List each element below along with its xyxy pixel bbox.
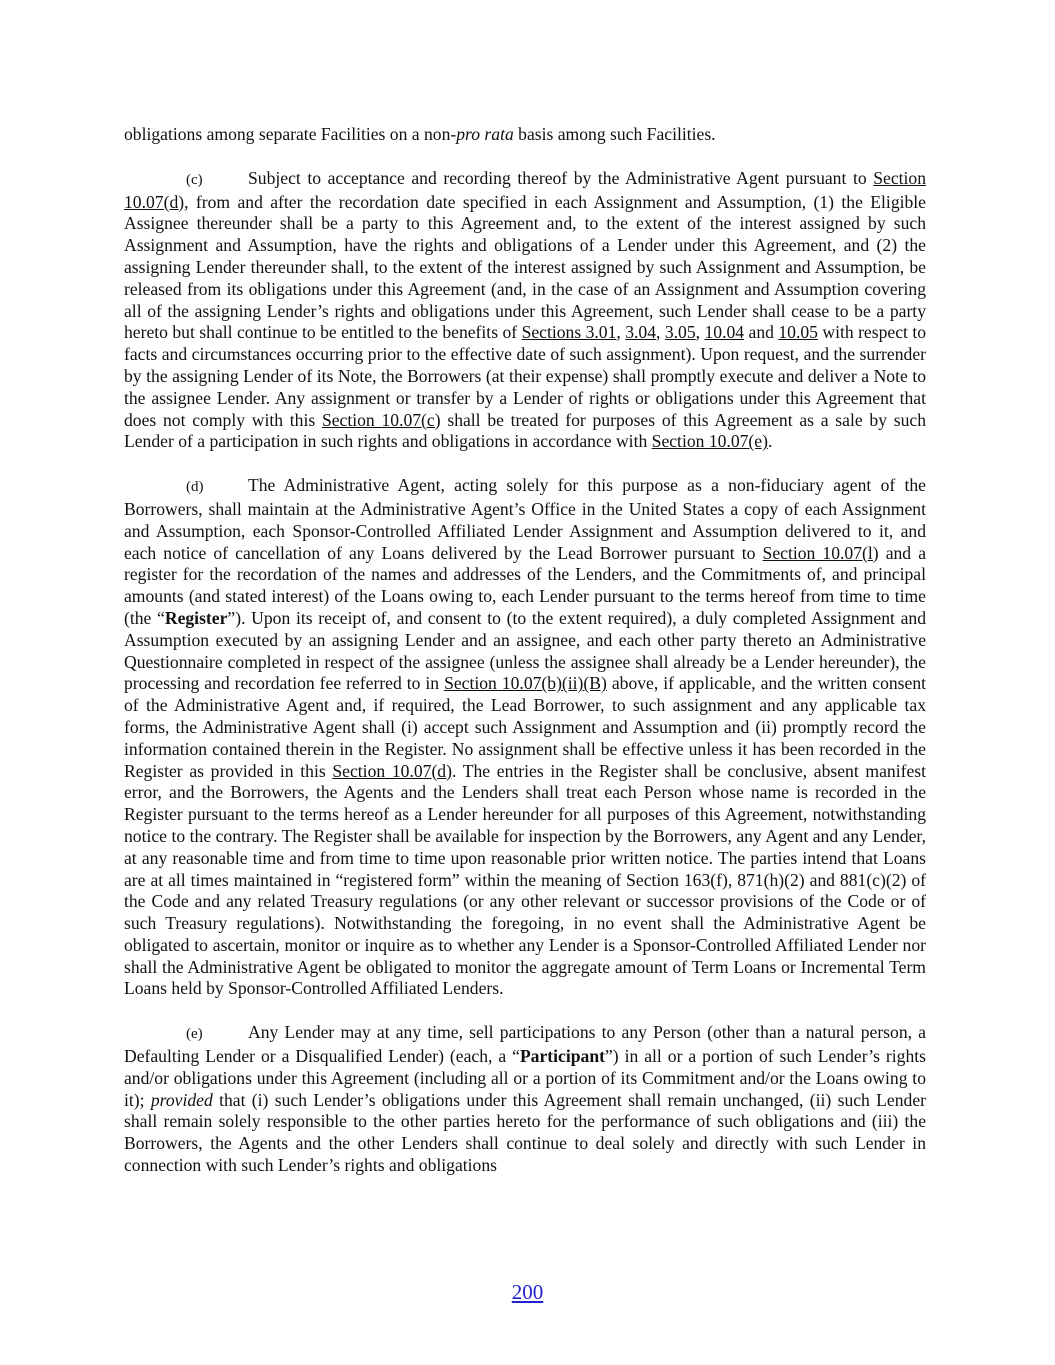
paragraph-c: (c) Subject to acceptance and recording thereof by the Administrative Agent pursuant to Section 10.07(d), from and after the recordation date specified in each Assignment and Assumption, (1) the Eligible Assignee thereunder shall be a party to this Agreement and, to the extent of the interest assigned by such Assignment and Assumption, have the rights and obligations of a Lender under this Agreement, and (2) the assigning Lender thereunder shall, to the extent of the interest assigned by such Assignment and Assumption, be released from its obligations under this Agreement (and, in the case of an Assignment and Assumption covering all of the assigning Lender’s rights and obligations under this Agreement, such Lender shall cease to be a party hereto but shall continue to be entitled to the benefits of Sections 3.01, 3.04, 3.05, 10.04 and 10.05 with respect to facts and circumstances occurring prior to the effective date of such assignment). Upon request, and the surrender by the assigning Lender of its Note, the Borrowers (at their expense) shall promptly execute and deliver a Note to the assignee Lender. Any assignment or transfer by a Lender of rights or obligations under this Agreement that does not comply with this Section 10.07(c) shall be treated for purposes of this Agreement as a sale by such Lender of a participation in such rights and obligations in accordance with Section 10.07(e). xyxy=(124,167,927,452)
page-number-link[interactable]: 200 xyxy=(511,1280,544,1304)
clause-label-c: (c) xyxy=(186,171,203,188)
italic-term: provided xyxy=(150,1089,213,1110)
section-link[interactable]: Section 10.07(d) xyxy=(124,167,926,212)
section-link[interactable]: Section 10.07(e) xyxy=(651,431,768,452)
paragraph-b-continuation: obligations among separate Facilities on a non-pro rata basis among such Facilities. xyxy=(124,124,716,144)
paragraph-e: (e) Any Lender may at any time, sell participations to any Person (other than a natural person, a Defaulting Lender or a Disqualified Lender) (each, a “Participant”) in all or a portion of such Lender’s rights and/or obligations under this Agreement (including all or a portion of its Commitment and/or the Loans owing to it); provided that (i) such Lender’s obligations under this Agreement shall remain unchanged, (ii) such Lender shall remain solely responsible to the other parties hereto for the performance of such obligations and (iii) the Borrowers, the Agents and the other Lenders shall continue to deal solely and directly with such Lender in connection with such Lender’s rights and obligations xyxy=(124,1022,926,1176)
section-link[interactable]: Section 10.07(l) xyxy=(762,542,879,563)
clause-label-d: (d) xyxy=(186,479,204,496)
defined-term-participant: Participant xyxy=(519,1046,605,1067)
section-link[interactable]: Section 10.07(c) xyxy=(321,409,441,430)
section-link[interactable]: 3.05 xyxy=(664,322,696,343)
defined-term-register: Register xyxy=(164,607,228,628)
page-number xyxy=(0,1280,1055,1305)
italic-term: pro rata xyxy=(456,124,514,144)
paragraph-d: (d) The Administrative Agent, acting solely for this purpose as a non-fiduciary agent of the Borrowers, shall maintain at the Administrative Agent’s Office in the United States a copy of each Assignment and Assumption, each Sponsor-Controlled Affiliated Lender Assignment and Assumption delivered to it, and each notice of cancellation of any Loans delivered by the Lead Borrower pursuant to Section 10.07(l) and a register for the recordation of the names and addresses of the Lenders, and the Commitments of, and principal amounts (and stated interest) of the Loans owing to, each Lender pursuant to the terms hereof from time to time (the “Register”). Upon its receipt of, and consent to (to the extent required), a duly completed Assignment and Assumption executed by an assigning Lender and an assignee, and each other party thereto an Administrative Questionnaire completed in respect of the assignee (unless the assignee shall already be a Lender hereunder), the processing and recordation fee referred to in Section 10.07(b)(ii)(B) above, if applicable, and the written consent of the Administrative Agent and, if required, the Lead Borrower, to such assignment and any applicable tax forms, the Administrative Agent shall (i) accept such Assignment and Assumption and (ii) promptly record the information contained therein in the Register. No assignment shall be effective unless it has been recorded in the Register as provided in this Section 10.07(d). The entries in the Register shall be conclusive, absent manifest error, and the Borrowers, the Agents and the Lenders shall treat each Person whose name is recorded in the Register pursuant to the terms hereof as a Lender hereunder for all purposes of this Agreement, notwithstanding notice to the contrary. The Register shall be available for inspection by the Borrowers, any Agent and any Lender, at any reasonable time and from time to time upon reasonable prior written notice. The parties intend that Loans are at all times maintained in “registered form” within the meaning of Section 163(f), 871(h)(2) and 881(c)(2) of the Code and any related Treasury regulations (or any other relevant or successor provisions of the Code or of such Treasury regulations). Notwithstanding the foregoing, in no event shall the Administrative Agent be obligated to ascertain, monitor or inquire as to whether any Lender is a Sponsor-Controlled Affiliated Lender nor shall the Administrative Agent be obligated to monitor the aggregate amount of Term Loans or Incremental Term Loans held by Sponsor-Controlled Affiliated Lenders. xyxy=(124,475,927,999)
section-link[interactable]: Section 10.07(d) xyxy=(332,760,452,781)
clause-label-e: (e) xyxy=(186,1026,203,1043)
section-link[interactable]: 10.04 xyxy=(704,322,745,343)
section-link[interactable]: 10.05 xyxy=(778,322,818,343)
section-link[interactable]: 3.04 xyxy=(625,322,657,343)
section-link[interactable]: Sections 3.01 xyxy=(521,322,617,343)
section-link[interactable]: Section 10.07(b)(ii)(B) xyxy=(444,673,607,694)
document-page xyxy=(124,124,926,1177)
